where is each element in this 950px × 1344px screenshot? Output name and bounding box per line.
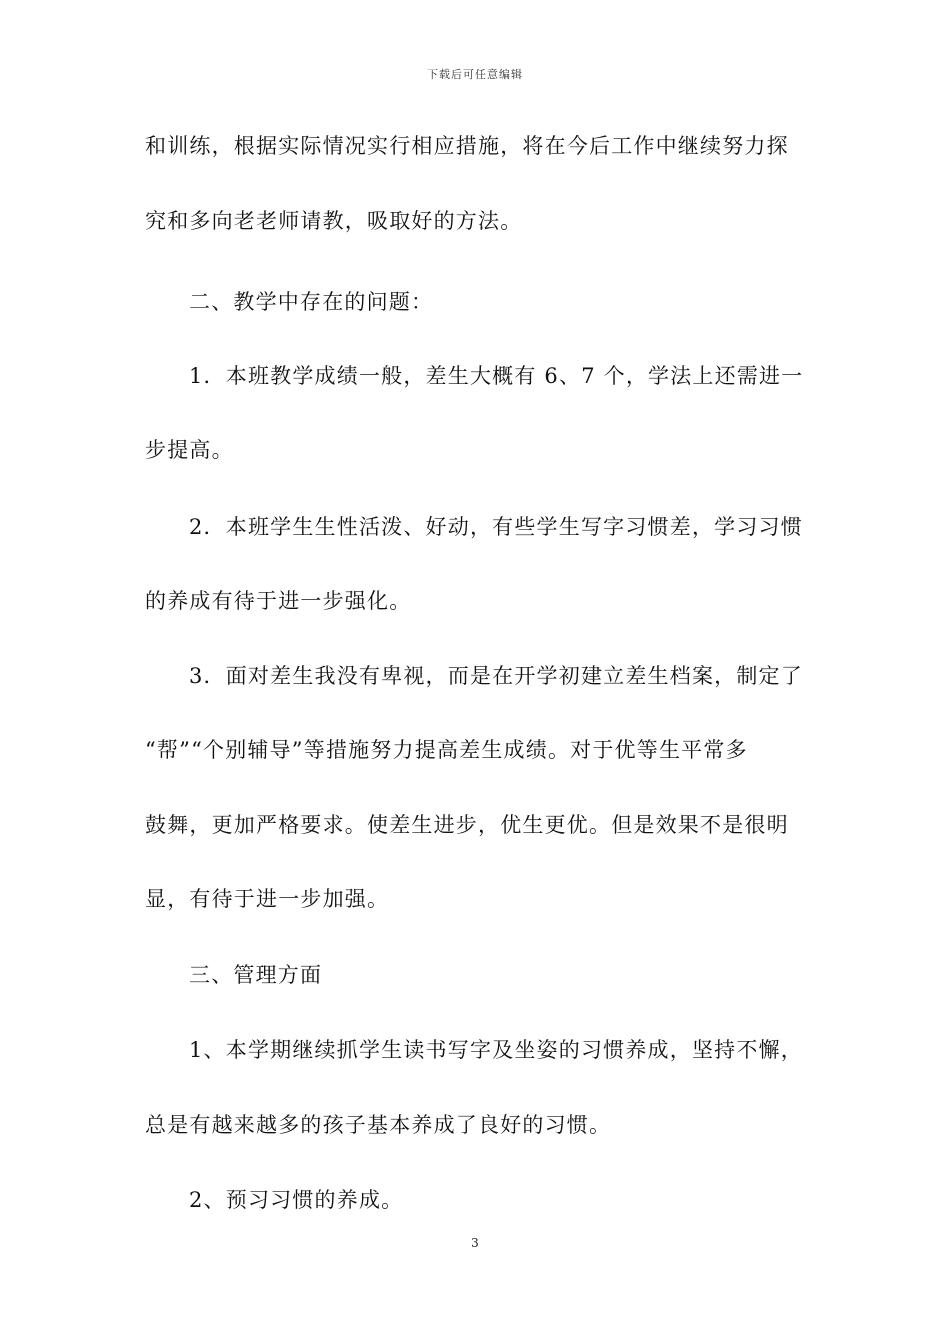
text-line: 鼓舞，更加严格要求。使差生进步，优生更优。但是效果不是很明 [145, 813, 789, 837]
text-line: “帮”“个别辅导”等措施努力提高差生成绩。对于优等生平常多 [145, 738, 748, 762]
page-header: 下载后可任意编辑 [427, 68, 523, 81]
text-line: 1．本班教学成绩一般，差生大概有 6、7 个，学法上还需进一 [189, 364, 804, 388]
text-line: 显，有待于进一步加强。 [145, 887, 390, 911]
text-line: 步提高。 [145, 438, 234, 462]
text-line: 2．本班学生生性活泼、好动，有些学生写字习惯差，学习习惯 [189, 515, 803, 539]
text-line: 和训练，根据实际情况实行相应措施，将在今后工作中继续努力探 [145, 134, 789, 158]
text-line: 3．面对差生我没有卑视，而是在开学初建立差生档案，制定了 [189, 664, 803, 688]
section-heading: 三、管理方面 [189, 963, 323, 987]
text-line: 的养成有待于进一步强化。 [145, 589, 412, 613]
text-line: 1、本学期继续抓学生读书写字及坐姿的习惯养成，坚持不懈， [189, 1038, 803, 1062]
page-number: 3 [471, 1236, 479, 1250]
text-line: 究和多向老老师请教，吸取好的方法。 [145, 209, 523, 233]
text-line: 2、预习习惯的养成。 [189, 1188, 404, 1212]
text-line: 总是有越来越多的孩子基本养成了良好的习惯。 [145, 1113, 612, 1137]
section-heading: 二、教学中存在的问题： [189, 290, 434, 314]
